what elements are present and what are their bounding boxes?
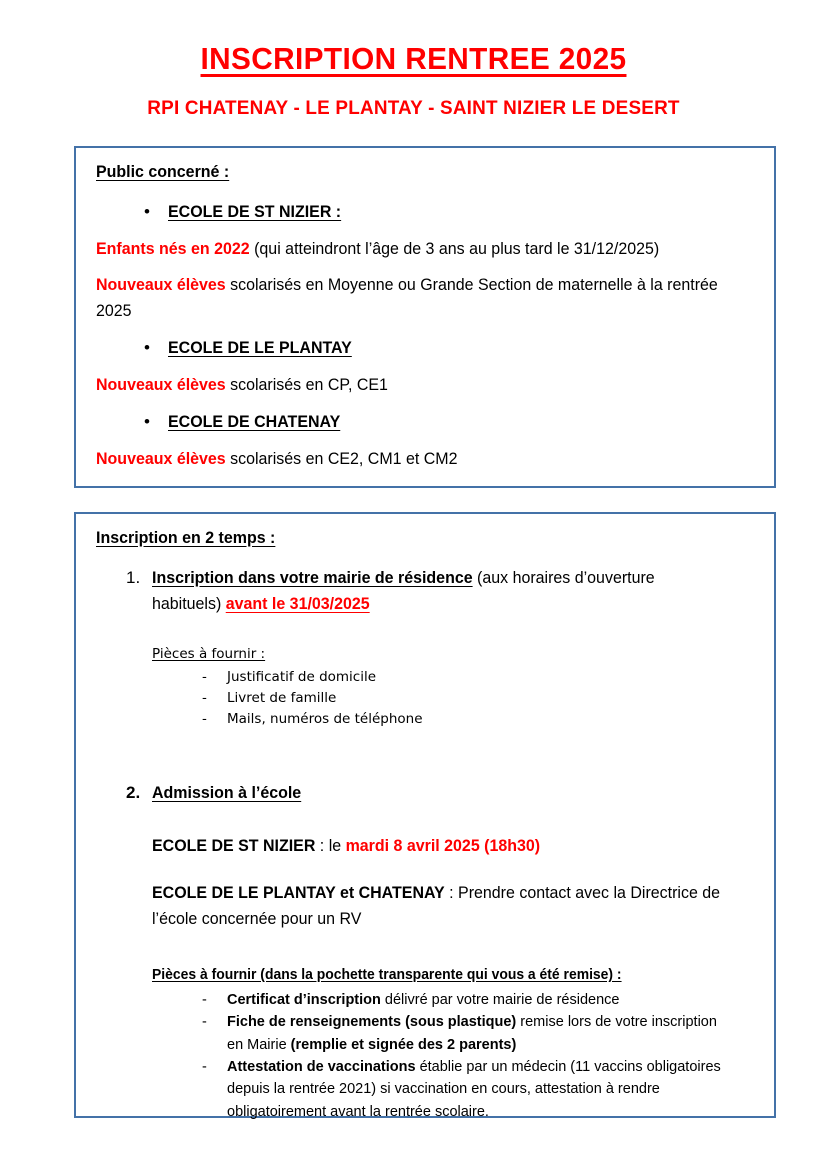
step-2-row [96, 780, 760, 806]
list-item [152, 989, 760, 1011]
public-concerned-heading: Public concerné : [96, 162, 230, 181]
spacer [152, 870, 760, 880]
step-2-document-2 [227, 1011, 757, 1033]
list-item [152, 1011, 760, 1033]
step-2-document-3-bold: Attestation de vaccinations [227, 1058, 416, 1075]
st-nizier-paragraph-1 [96, 236, 720, 262]
highlight-nouveaux-eleves-1: Nouveaux élèves [96, 275, 226, 295]
list-item [152, 1056, 760, 1123]
spacer [96, 730, 760, 770]
st-nizier-paragraph-1-rest: (qui atteindront l’âge de 3 ans au plus tard le 31/12/2025) [249, 238, 660, 258]
list-item [152, 709, 760, 730]
spacer [152, 943, 760, 965]
st-nizier-meeting-school: ECOLE DE ST NIZIER [152, 836, 316, 856]
public-concerned-box [74, 146, 776, 488]
st-nizier-paragraph-2-rest: scolarisés en Moyenne ou Grande Section de maternelle à la rentrée 2025 [96, 275, 718, 321]
step-1-number: 1. [126, 567, 141, 587]
dash-icon: - [202, 668, 207, 685]
spacer [96, 770, 760, 780]
chatenay-paragraph-1 [96, 446, 720, 472]
list-item [152, 667, 760, 688]
inscription-steps-box [74, 512, 776, 1118]
step-1-documents [96, 644, 760, 729]
step-2-document-2-cont-bold: (remplie et signée des 2 parents) [290, 1036, 517, 1053]
dash-icon: - [202, 689, 207, 706]
school-bullet-le-plantay [96, 335, 760, 361]
plantay-chatenay-line [152, 880, 724, 932]
step-2-document-1 [227, 989, 757, 1011]
highlight-nouveaux-eleves-2: Nouveaux élèves [96, 374, 226, 394]
st-nizier-meeting-separator: : le [315, 836, 346, 856]
st-nizier-paragraph-2 [96, 272, 720, 324]
st-nizier-meeting-date: mardi 8 avril 2025 (18h30) [345, 836, 541, 856]
spacer [96, 622, 760, 644]
step-2-document-2-cont-plain: en Mairie [227, 1036, 291, 1053]
chatenay-paragraph-1-rest: scolarisés en CE2, CM1 et CM2 [225, 448, 458, 468]
school-name-le-plantay: ECOLE DE LE PLANTAY [168, 338, 352, 358]
page-subtitle: RPI CHATENAY - LE PLANTAY - SAINT NIZIER LE DESERT [147, 97, 680, 120]
step-1-detail: (aux horaires d’ouverture habituels) [152, 567, 655, 613]
step-2-document-1-bold: Certificat d’inscription [227, 991, 381, 1008]
step-1-body [152, 565, 702, 617]
st-nizier-meeting-line [152, 833, 724, 859]
highlight-nouveaux-eleves-3: Nouveaux élèves [96, 448, 226, 468]
highlight-enfants-nes: Enfants nés en 2022 [96, 238, 250, 258]
dash-icon: - [202, 991, 207, 1008]
bullet-icon: • [144, 411, 150, 431]
step-1-document-2: Livret de famille [227, 689, 337, 706]
step-1-title: Inscription dans votre mairie de résidence [152, 567, 473, 587]
bullet-icon: • [144, 338, 150, 358]
le-plantay-paragraph-1-rest: scolarisés en CP, CE1 [225, 374, 388, 394]
school-name-chatenay: ECOLE DE CHATENAY [168, 411, 341, 431]
spacer [96, 811, 760, 833]
step-2-document-2-rest: remise lors de votre inscription [516, 1014, 717, 1031]
step-1-deadline: avant le 31/03/2025 [225, 593, 370, 613]
step-2-details [96, 833, 760, 1123]
step-1-documents-heading: Pièces à fournir : [152, 646, 266, 663]
list-item [152, 688, 760, 709]
page-title: INSCRIPTION RENTREE 2025 [200, 41, 627, 76]
step-2-document-1-rest: délivré par votre mairie de résidence [380, 991, 620, 1008]
bullet-icon: • [144, 201, 150, 221]
dash-icon: - [202, 1014, 207, 1031]
school-bullet-chatenay [96, 409, 760, 435]
step-2-document-2-bold: Fiche de renseignements (sous plastique) [227, 1014, 517, 1031]
step-1-document-3: Mails, numéros de téléphone [227, 710, 423, 727]
step-2-documents-heading: Pièces à fournir (dans la pochette transparente qui vous a été remise) : [152, 966, 622, 983]
school-name-st-nizier: ECOLE DE ST NIZIER : [168, 201, 342, 221]
inscription-heading: Inscription en 2 temps : [96, 528, 276, 547]
step-2-document-2-continuation [152, 1034, 757, 1056]
dash-icon: - [202, 710, 207, 727]
step-2-document-3-rest: établie par un médecin (11 vaccins obligatoires depuis la rentrée 2021) si vaccination en cours, attestation à rendre obligatoirement avant la rentrée scolaire. [227, 1058, 721, 1120]
document-header [0, 0, 827, 120]
school-bullet-st-nizier [96, 199, 760, 225]
step-1-document-1: Justificatif de domicile [227, 668, 377, 685]
plantay-chatenay-text: : Prendre contact avec la Directrice de l’école concernée pour un RV [152, 883, 721, 928]
step-2-number: 2. [126, 782, 141, 802]
step-1-row [96, 565, 760, 617]
plantay-chatenay-school: ECOLE DE LE PLANTAY et CHATENAY [152, 883, 445, 903]
step-2-title: Admission à l’école [152, 782, 302, 802]
le-plantay-paragraph-1 [96, 372, 720, 398]
step-2-document-3 [227, 1056, 757, 1123]
dash-icon: - [202, 1058, 207, 1075]
